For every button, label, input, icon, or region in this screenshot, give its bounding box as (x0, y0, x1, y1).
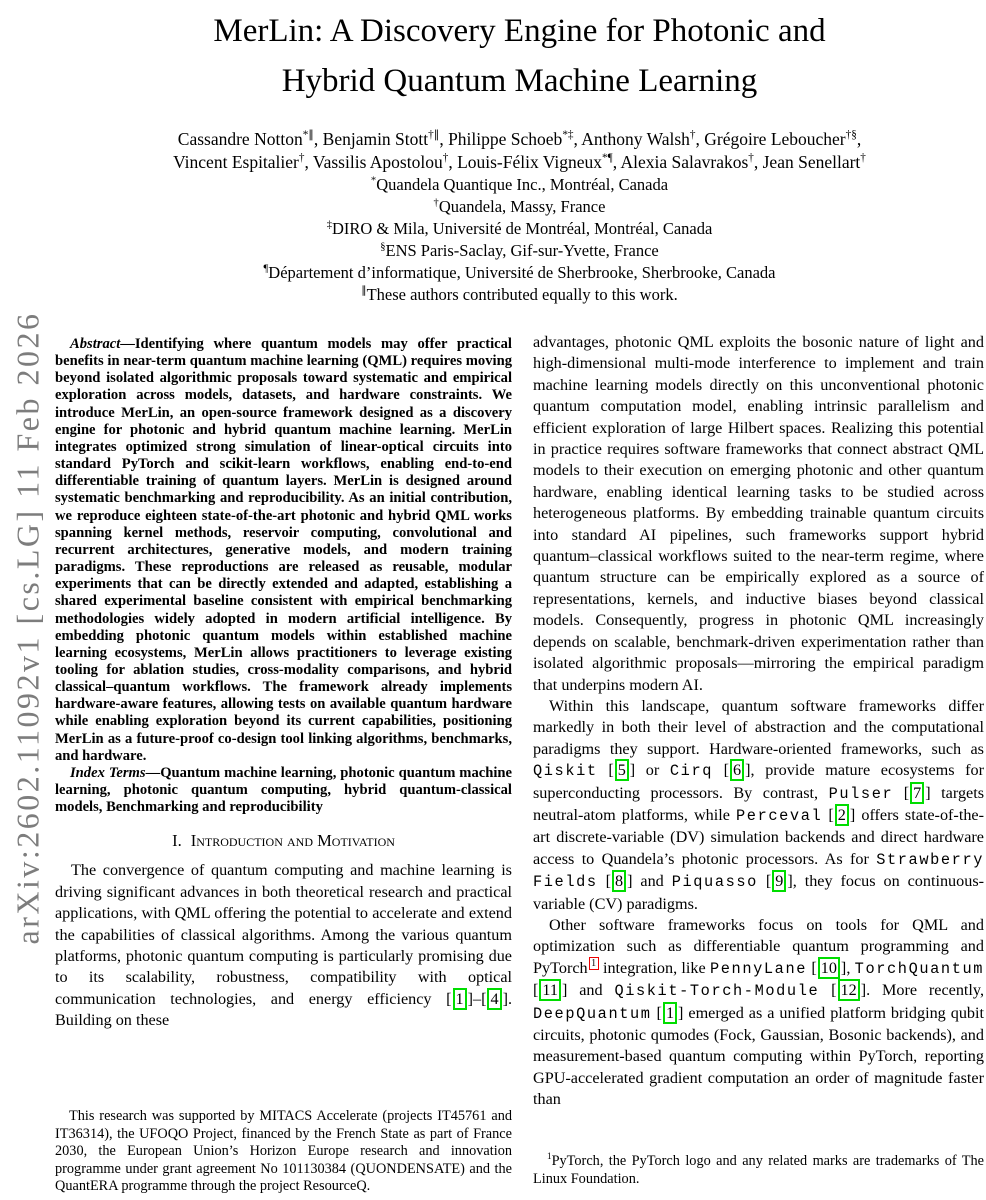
framework-name: PennyLane (710, 959, 808, 978)
section-heading-introduction (55, 831, 512, 851)
affiliation-line: ¶Département d’informatique, Université de Sherbrooke, Sherbrooke, Canada (263, 263, 776, 282)
paper-title-line-2: Hybrid Quantum Machine Learning (281, 63, 758, 99)
framework-name: Pulser (828, 784, 894, 803)
superscript-marker: *∥ (302, 129, 314, 142)
framework-name: Strawberry Fields (533, 850, 984, 892)
superscript-marker: † (433, 197, 439, 209)
superscript-marker: ∥ (361, 285, 367, 297)
citation-link[interactable]: 5 (615, 759, 629, 781)
author-line: Vincent Espitalier†, Vassilis Apostolou†, Louis-Félix Vigneux*¶, Alexia Salavrakos†, Jean Senellart† (173, 152, 866, 172)
styled-text: Abstract (70, 336, 121, 352)
superscript-marker: † (689, 129, 696, 142)
superscript-marker: † (748, 152, 754, 165)
footnote-ref-link[interactable]: 1 (589, 957, 599, 970)
citation-link[interactable]: 8 (612, 870, 626, 892)
index-terms: Index Terms—Quantum machine learning, photonic quantum machine learning, photonic quantum computing, hybrid quantum-classical models, Benchmarking and reproducibility (55, 764, 512, 816)
superscript-marker: *¶ (602, 152, 613, 165)
superscript-marker: † (442, 152, 449, 165)
intro-paragraph-1: The convergence of quantum computing and machine learning is driving significant advances in both theoretical research and practical applications, with QML offering the potential to accelerate and extend the capabilities of classical algorithms. Among the various quantum platforms, photonic quantum computing is particularly promising due to its scalability, robustness, compatibility with optical communication technologies, and energy efficiency [ 1 ]–[ 4 ]. Building on these (55, 861, 512, 1030)
affiliation-line: †Quandela, Massy, France (433, 197, 606, 216)
superscript-marker: § (380, 241, 386, 253)
intro-paragraph-3: Other software frameworks focus on tools for QML and optimization such as differentiable quantum programming and PyTorch $^1$ integration, like PennyLane [ 10 ], TorchQuantum [ 11 ] and Qiskit-Torch-Module [ 12 ]. More recently, DeepQuantum [ 1 ] emerged as a unified platform bridging qubit circuits, photonic qumodes (Fock, Gaussian, Bosonic backends), and measurement-based quantum computing within PyTorch, reporting GPU-accelerated gradient computation an order of magnitude faster than (533, 915, 985, 1109)
paper-title-line-1: MerLin: A Discovery Engine for Photonic and (213, 13, 826, 49)
citation-link[interactable]: 10 (818, 957, 840, 979)
author-block (55, 128, 984, 174)
intro-paragraph-2: Within this landscape, quantum software frameworks differ markedly in both their level of abstraction and the computational paradigms they support. Hardware-oriented frameworks, such as Qiskit [ 5 ] or Cirq [ 6 ], provide mature ecosystems for superconducting processors. By contrast, Pulser [ 7 ] targets neutral-atom platforms, while Perceval [ 2 ] offers state-of-the-art discrete-variable (DV) simulation backends and direct hardware access to Quandela’s photonic processors. As for Strawberry Fields [ 8 ] and Piquasso [ 9 ], they focus on continuous-variable (CV) paradigms. (533, 696, 985, 913)
framework-name: Perceval (736, 806, 823, 825)
citation-link[interactable]: 11 (539, 979, 561, 1001)
affiliation-line: §ENS Paris-Saclay, Gif-sur-Yvette, France (380, 241, 659, 260)
citation-link[interactable]: 4 (487, 988, 501, 1010)
citation-link[interactable]: 9 (772, 870, 786, 892)
superscript-marker: 1 (547, 1151, 552, 1162)
framework-name: Piquasso (671, 873, 758, 892)
citation-link[interactable]: 1 (663, 1002, 677, 1024)
framework-name: Qiskit-Torch-Module (614, 982, 820, 1001)
citation-link[interactable]: 1 (453, 988, 467, 1010)
citation-link[interactable]: 7 (910, 782, 924, 804)
styled-text: Index Terms (70, 764, 146, 781)
affiliation-line: *Quandela Quantique Inc., Montréal, Canada (370, 175, 669, 194)
citation-link[interactable]: 2 (835, 804, 849, 826)
equal-contribution-note: ∥These authors contributed equally to this work. (361, 285, 678, 304)
citation-link[interactable]: 12 (838, 979, 860, 1001)
citation-link[interactable]: 6 (730, 759, 744, 781)
superscript-marker: ‡ (326, 219, 332, 231)
section-title: Introduction and Motivation (190, 831, 395, 851)
framework-name: DeepQuantum (533, 1004, 652, 1023)
abstract-paragraph: Abstract—Identifying where quantum models may offer practical benefits in near-term quantum machine learning (QML) requires moving beyond isolated algorithmic proposals toward systematic and empirical exploration across models, datasets, and hardware constraints. We introduce MerLin, an open-source framework designed as a discovery engine for photonic and hybrid quantum machine learning. MerLin integrates optimized strong simulation of linear-optical circuits into standard PyTorch and scikit-learn workflows, enabling end-to-end differentiable training of quantum layers. MerLin is designed around systematic benchmarking and reproducibility. As an initial contribution, we reproduce eighteen state-of-the-art photonic and hybrid QML works spanning kernel methods, reservoir computing, convolutional and recurrent architectures, generative models, and modern training paradigms. These reproductions are released as reusable, modular experiments that can be directly extended and adapted, establishing a shared experimental baseline consistent with empirical benchmarking methodologies widely adopted in modern artificial intelligence. By embedding photonic quantum models within established machine learning ecosystems, MerLin allows practitioners to leverage existing tooling for ablation studies, cross-modality comparisons, and hybrid classical–quantum workflows. The framework already implements hardware-aware features, allowing tests on available quantum hardware while enabling exploration beyond its current capabilities, positioning MerLin as a future-proof co-design tool linking algorithms, benchmarks, and hardware. (55, 336, 512, 764)
left-column (55, 336, 512, 1032)
intro-paragraph-1-continued: advantages, photonic QML exploits the bosonic nature of light and high-dimensional multi-mode interference to implement and train machine learning models directly on this unconventional photonic quantum computation model, enabling intrinsic parallelism and efficient exploration of large Hilbert spaces. Realizing this potential in practice requires software frameworks that connect abstract QML models to their execution on emerging photonic and other quantum hardware, enabling identical learning tasks to be studied across heterogeneous platforms. By embedding trainable quantum circuits into standard AI pipelines, such frameworks support hybrid quantum–classical workflows suited to the near-term regime, where quantum structure can be empirically explored as a source of representations, kernels, and inductive biases beyond classical models. Consequently, progress in photonic QML increasingly depends on scalable, benchmark-driven experimentation rather than isolated algorithmic proposals—mirroring the empirical paradigm that underpins modern AI. (533, 333, 984, 694)
right-column (533, 332, 984, 1111)
superscript-marker: † (860, 152, 866, 165)
framework-name: Qiskit (533, 762, 598, 781)
framework-name: Cirq (669, 762, 714, 781)
pytorch-trademark-footnote: $^1$PyTorch, the PyTorch logo and any related marks are trademarks of The Linux Foundation. (533, 1151, 984, 1187)
superscript-marker: † (298, 152, 305, 165)
affiliation-line: ‡DIRO & Mila, Université de Montréal, Montréal, Canada (326, 219, 713, 238)
superscript-marker: *‡ (562, 129, 574, 142)
arxiv-watermark: arXiv:2602.11092v1 [cs.LG] 11 Feb 2026 (9, 311, 46, 945)
superscript-marker: †∥ (428, 129, 440, 142)
superscript-marker: * (370, 175, 377, 187)
author-line: Cassandre Notton*∥, Benjamin Stott†∥, Philippe Schoeb*‡, Anthony Walsh†, Grégoire Leboucher†§, (177, 129, 862, 149)
section-number: I. (172, 831, 182, 851)
paper-header (55, 6, 984, 306)
superscript-marker: †§ (845, 129, 857, 142)
superscript-marker: ¶ (263, 263, 269, 275)
funding-footnote: This research was supported by MITACS Accelerate (projects IT45761 and IT36314), the UFOQO Project, financed by the French State as part of France 2030, the European Union’s Horizon Europe research and innovation programme under grant agreement No 101130384 (QUONDENSATE) and the QuantERA programme through the project ResourceQ. (55, 1108, 512, 1195)
affiliation-block (55, 174, 984, 306)
framework-name: TorchQuantum (854, 959, 985, 978)
